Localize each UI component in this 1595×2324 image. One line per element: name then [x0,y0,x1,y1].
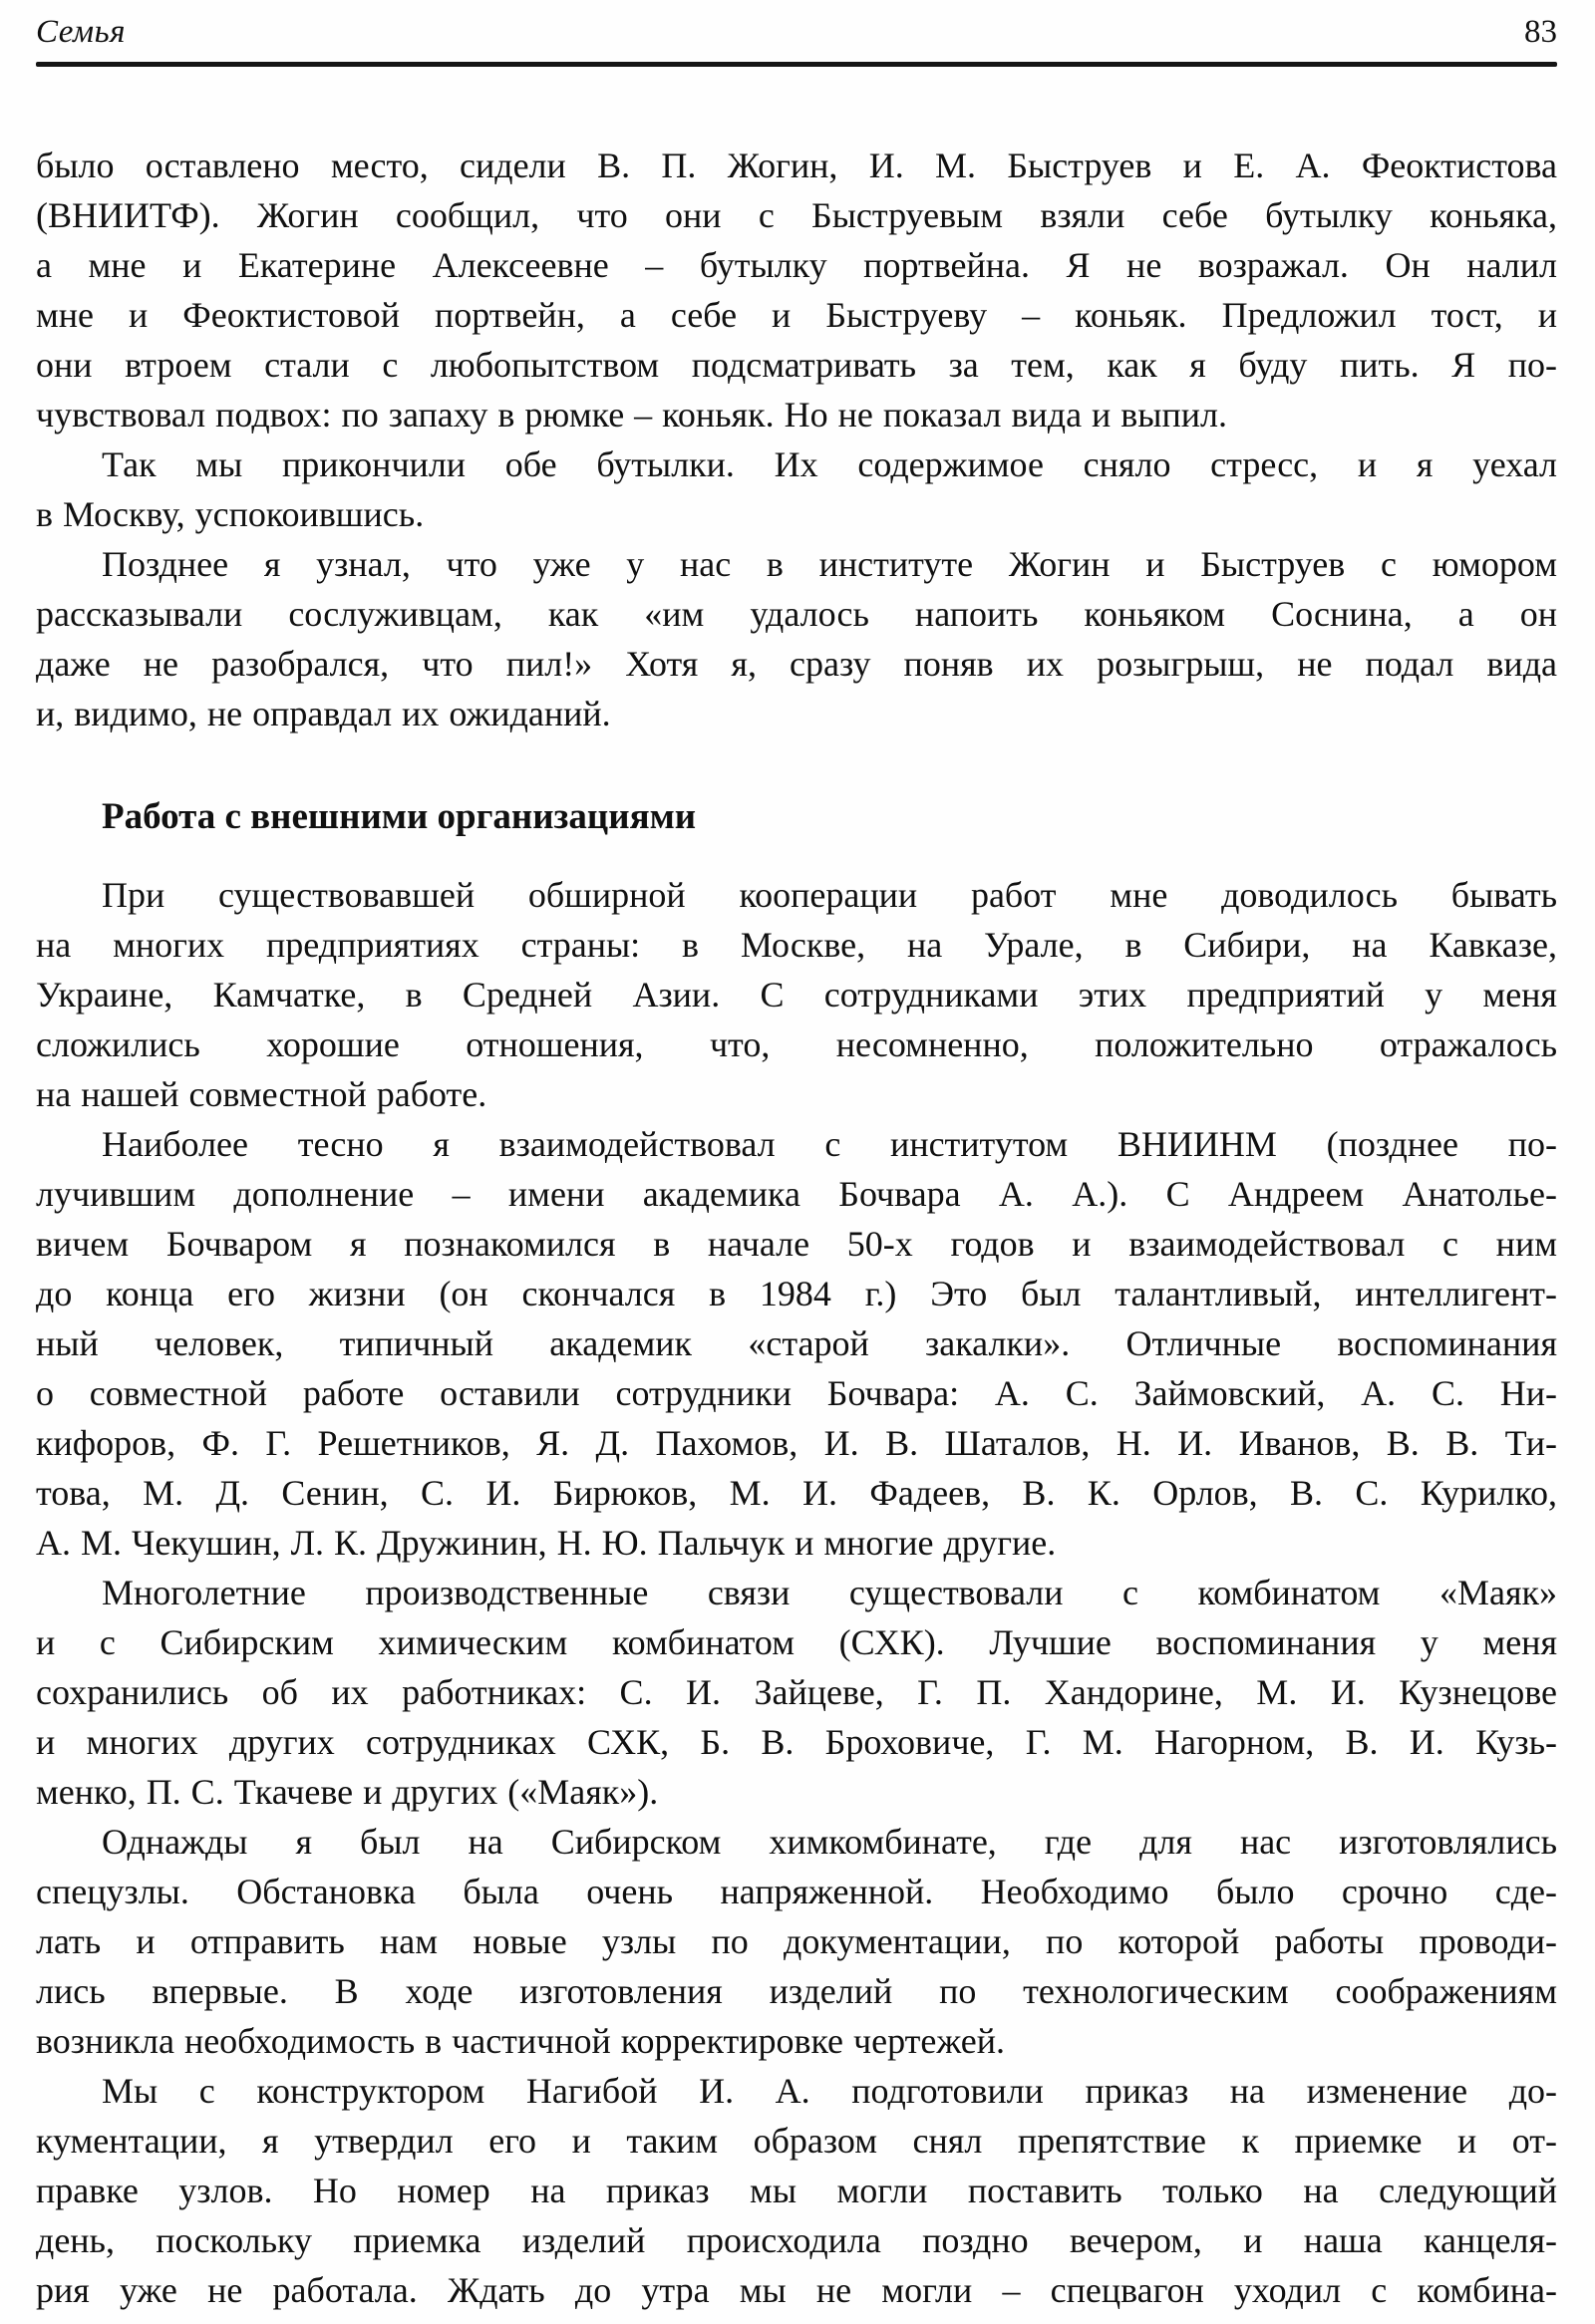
text-line: до конца его жизни (он скончался в 1984 г.) Это был талантливый, интеллигент- [36,1274,1557,1313]
text-line: о совместной работе оставили сотрудники Бочвара: А. С. Займовский, А. С. Ни- [36,1373,1557,1413]
text-line: правке узлов. Но номер на приказ мы могли поставить только на следующий [36,2171,1557,2210]
text-line: лись впервые. В ходе изготовления изделий по технологическим соображениям [36,1971,1557,2011]
text-line: возникла необходимость в частичной корректировке чертежей. [36,2021,1005,2061]
text-line: лать и отправить нам новые узлы по документации, по которой работы проводи- [36,1921,1557,1961]
text-line: сложились хорошие отношения, что, несомненно, положительно отражалось [36,1024,1557,1064]
text-line: Однажды я был на Сибирском химкомбинате, где для нас изготовлялись [102,1822,1557,1862]
text-line: на нашей совместной работе. [36,1074,487,1114]
text-line: на многих предприятиях страны: в Москве, на Урале, в Сибири, на Кавказе, [36,925,1557,965]
text-line: лучившим дополнение – имени академика Бочвара А. А.). С Андреем Анатолье- [36,1174,1557,1214]
text-line: в Москву, успокоившись. [36,494,425,534]
paragraph [36,2066,1557,2315]
text-line: менко, П. С. Ткачеве и других («Маяк»). [36,1772,659,1812]
text-line: кументации, я утвердил его и таким образом снял препятствие к приемке и от- [36,2121,1557,2161]
text-line: мне и Феоктистовой портвейн, а себе и Быструеву – коньяк. Предложил тост, и [36,295,1557,335]
text-line: и многих других сотрудниках СХК, Б. В. Броховиче, Г. М. Нагорном, В. И. Кузь- [36,1722,1557,1762]
text-line: Наиболее тесно я взаимодействовал с институтом ВНИИНМ (позднее по- [102,1124,1557,1164]
text-line: Мы с конструктором Нагибой И. А. подготовили приказ на изменение до- [102,2071,1557,2111]
paragraph [36,439,1557,539]
text-line: Позднее я узнал, что уже у нас в институте Жогин и Быструев с юмором [102,544,1557,584]
page-number: 83 [1524,14,1557,50]
paragraph [36,141,1557,439]
text-line: А. М. Чекушин, Л. К. Дружинин, Н. Ю. Пальчук и многие другие. [36,1523,1057,1563]
text-line: они втроем стали с любопытством подсматривать за тем, как я буду пить. Я по- [36,345,1557,385]
text-line: Многолетние производственные связи существовали с комбинатом «Маяк» [102,1573,1557,1612]
text-line: было оставлено место, сидели В. П. Жогин, И. М. Быструев и Е. А. Феоктистова [36,145,1557,185]
text-line: и с Сибирским химическим комбинатом (СХК). Лучшие воспоминания у меня [36,1622,1557,1662]
paragraph [36,1568,1557,1817]
text-line: При существовавшей обширной кооперации работ мне доводилось бывать [102,875,1557,915]
text-line: сохранились об их работниках: С. И. Зайцеве, Г. П. Хандорине, М. И. Кузнецове [36,1672,1557,1712]
text-line: а мне и Екатерине Алексеевне – бутылку портвейна. Я не возражал. Он налил [36,245,1557,285]
page-header [36,14,1557,58]
text-line: рия уже не работала. Ждать до утра мы не могли – спецвагон уходил с комбина- [36,2270,1557,2310]
running-title: Семья [36,14,126,50]
text-line: ный человек, типичный академик «старой закалки». Отличные воспоминания [36,1323,1557,1363]
text-line: кифоров, Ф. Г. Решетников, Я. Д. Пахомов, И. В. Шаталов, Н. И. Иванов, В. В. Ти- [36,1423,1557,1463]
paragraph [36,870,1557,1119]
paragraph [36,1119,1557,1568]
text-line: день, поскольку приемка изделий происходила поздно вечером, и наша канцеля- [36,2220,1557,2260]
text-line: Украине, Камчатке, в Средней Азии. С сотрудниками этих предприятий у меня [36,975,1557,1015]
text-body [36,141,1557,2315]
text-line: чувствовал подвох: по запаху в рюмке – коньяк. Но не показал вида и выпил. [36,395,1227,435]
text-line: даже не разобрался, что пил!» Хотя я, сразу поняв их розыгрыш, не подал вида [36,644,1557,684]
text-line: спецузлы. Обстановка была очень напряженной. Необходимо было срочно сде- [36,1872,1557,1911]
section-heading: Работа с внешними организациями [102,796,697,837]
paragraph [36,539,1557,738]
text-line: (ВНИИТФ). Жогин сообщил, что они с Быструевым взяли себе бутылку коньяка, [36,195,1557,235]
text-line: и, видимо, не оправдал их ожиданий. [36,694,611,733]
text-line: вичем Бочваром я познакомился в начале 50-х годов и взаимодействовал с ним [36,1224,1557,1264]
text-line: Так мы прикончили обе бутылки. Их содержимое сняло стресс, и я уехал [102,444,1557,484]
header-rule [36,62,1557,67]
paragraph [36,1817,1557,2066]
text-line: рассказывали сослуживцам, как «им удалось напоить коньяком Соснина, а он [36,594,1557,634]
text-line: това, М. Д. Сенин, С. И. Бирюков, М. И. Фадеев, В. К. Орлов, В. С. Курилко, [36,1473,1557,1513]
